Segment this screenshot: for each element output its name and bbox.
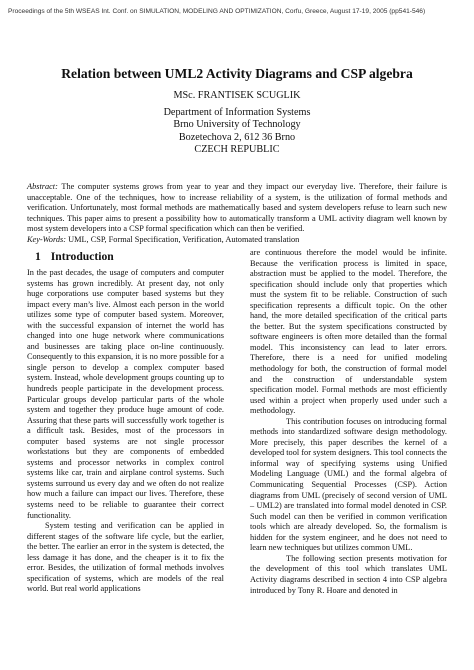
paragraph: In the past decades, the usage of computers and computer systems has grown incredibly. At present day, not only huge corporations use computer based systems but they impact every man’s live. Almost each person in the world utilizes some type of computer based system. Moreover, with the successful expansion of internet the world has changed into one huge network where communications and businesses are taking place on-line continuously. Consequently to this expansion, it is no more possible for a single person to develop a complex computer based system. Instead, whole development groups counting up to hundreds people participate in the development process. Particular groups develop particular parts of the whole system and together they produce huge amount of code. Assuring that these parts will successfully work together is a difficult task. Besides, most of the processors in computer based systems are not single processor workstations but they are components of embedded systems and processor networks in complex control systems like car, train and airplane control systems. Such systems surround us every day and we often do not realize how much a failure can impact our lives. Therefore, these systems need to be reliable to guarantee their correct functionality.: [27, 268, 224, 520]
author-block: [0, 90, 474, 157]
abstract-label: Abstract:: [27, 182, 58, 191]
affiliation-line: CZECH REPUBLIC: [194, 144, 280, 156]
keywords-text: UML, CSP, Formal Specification, Verification, Automated translation: [68, 235, 300, 244]
paragraph: This contribution focuses on introducing formal methods into standardized software design methodology. More precisely, this paper describes the kernel of a developed tool for system designers. This tool connects the informal way of specifying systems using Unified Modeling Language (UML) and the formal algebra of Communicating Sequential Processes (CSP). Action diagrams from UML (precisely of second version of UML – UML2) are translated into formal model denoted in CSP. Such model can then be verified in common verification tools which are already developed. So, the formalism is hidden for the system engineer, and he does not need to learn new techniques but utilizes common UML.: [250, 416, 447, 553]
left-column: [27, 248, 224, 595]
section-title: Introduction: [50, 250, 114, 263]
section-heading: [35, 250, 224, 264]
paragraph: are continuous therefore the model would be infinite. Because the verification process is limited in space, abstraction must be applied to the model. Therefore, the specification should include only that properties which must the system fit to be reliable. Construction of such specification represents a difficult topic. On the other hand, the more detailed specification of the critical parts the better. But the system specifications constructed by software engineers is often more detailed than the formal model. This inconsistency can lead to later errors. Therefore, there is a need for unified modeling methodology for both, the construction of formal model and the construction of understandable system specification model. Formal methods are most efficiently used within a project when properly used under such a methodology.: [250, 248, 447, 416]
author-name: MSc. FRANTISEK SCUGLIK: [173, 90, 301, 101]
affiliation-line: Bozetechova 2, 612 36 Brno: [178, 131, 296, 143]
proceedings-header: Proceedings of the 5th WSEAS Int. Conf. on SIMULATION, MODELING AND OPTIMIZATION, Corfu, Greece, August 17-19, 2005 (pp541-546): [8, 8, 426, 15]
paragraph: System testing and verification can be applied in different stages of the software life cycle, but the earlier, the better. The earlier an error in the system is detected, the less damage it has done, and the cheaper is it to fix the error. Besides, the utilization of formal methods involves specification of systems, which are models of the real world. But real world applications: [27, 521, 224, 594]
right-column: [250, 248, 447, 596]
abstract-text: The computer systems grows from year to year and they impact our everyday live. Therefore, their failure is unacceptable. One of the techniques, how to increase reliability of a system, is the utilization of formal methods and verification. Unfortunately, most formal methods are mathematically based and system developers refuse to learn such new techniques. This paper aims to present a possibility how to automatically transform a UML activity diagram well known by most system developers into a CSP formal specification which can then be verified.: [27, 182, 447, 234]
affiliation-line: Department of Information Systems: [163, 106, 311, 118]
abstract: [27, 182, 447, 235]
keywords: [27, 235, 447, 246]
section-number: 1: [35, 250, 41, 263]
paragraph: The following section presents motivation for the development of this tool which translates UML Activity diagrams described in section 4 into CSP algebra introduced by Tony R. Hoare and denoted in: [250, 553, 447, 595]
paper-title: Relation between UML2 Activity Diagrams and CSP algebra: [61, 66, 413, 81]
affiliation-line: Brno University of Technology: [173, 119, 301, 131]
keywords-label: Key-Words:: [27, 235, 67, 244]
